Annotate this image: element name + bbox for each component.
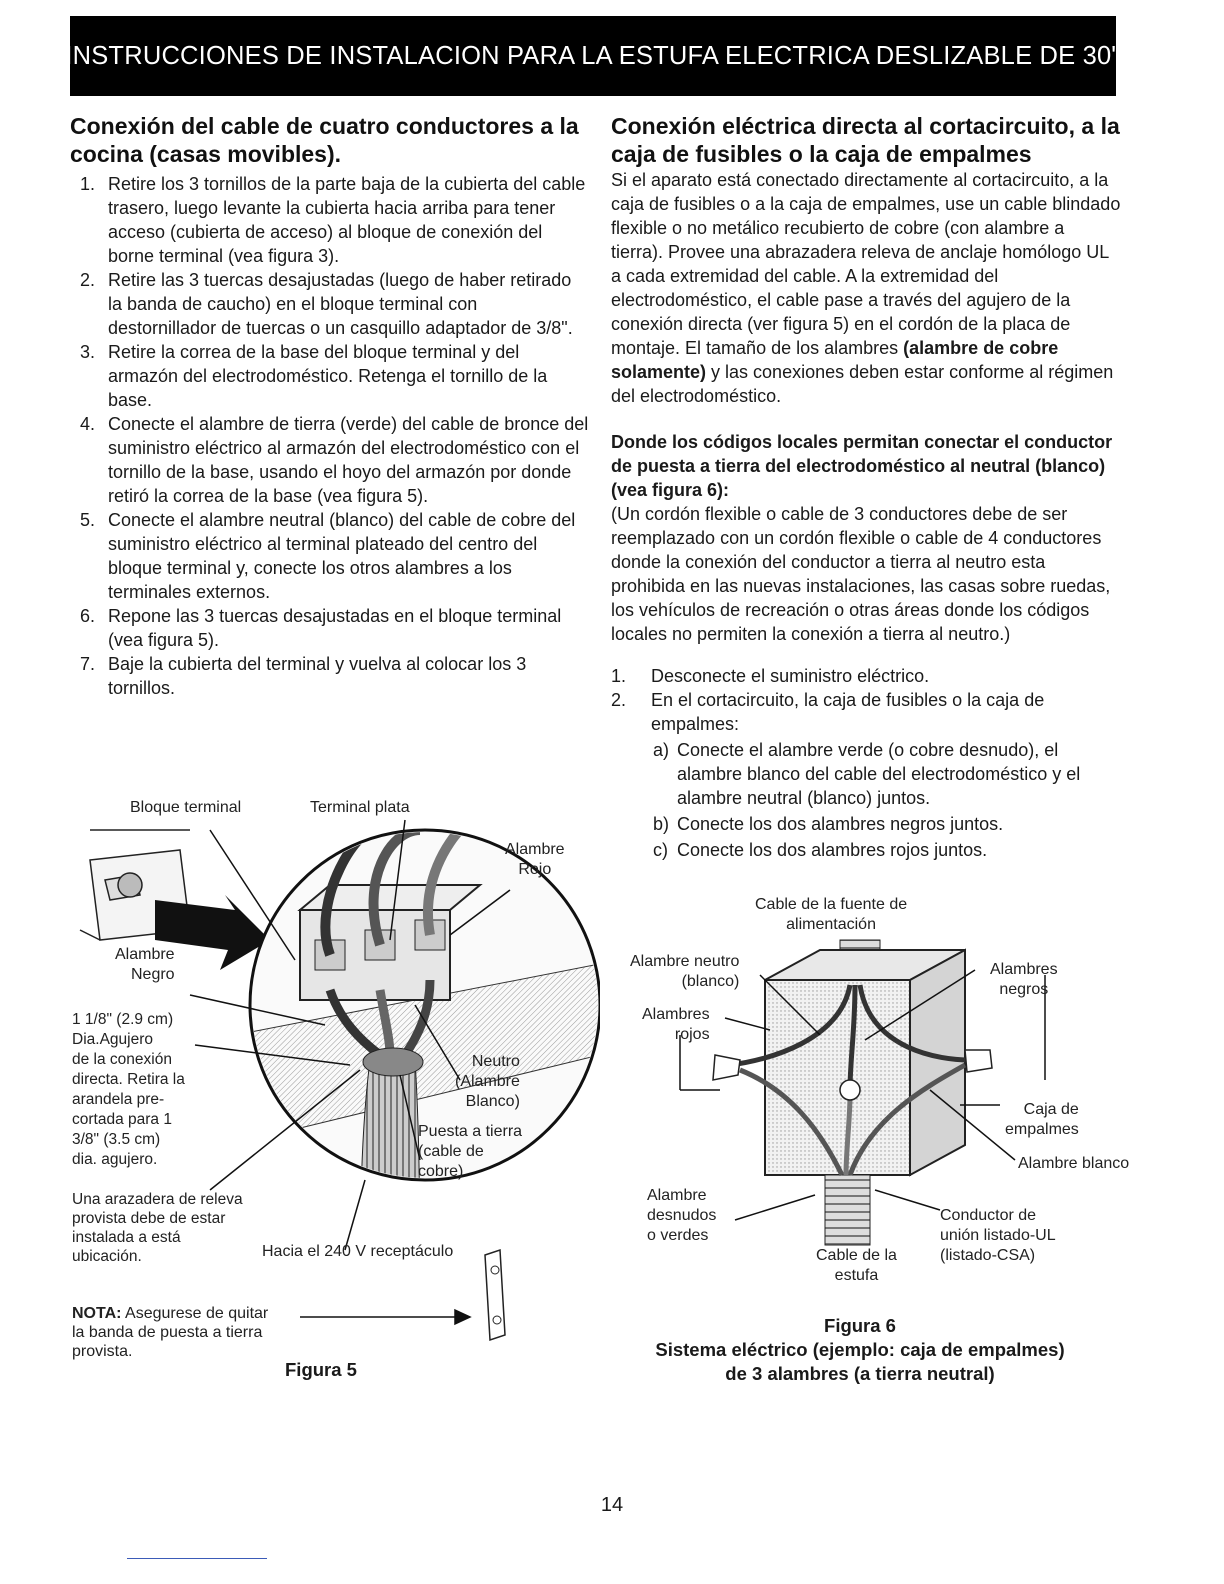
- step-number: 2.: [611, 690, 627, 710]
- step-text: Conecte el alambre neutral (blanco) del cable de cobre del suministro eléctrico al terminal plateado del centro del bloque terminal y, conecte los otros alambres a los terminales externos.: [108, 510, 576, 602]
- page-banner: [65, 16, 1121, 96]
- step-item: [611, 838, 1121, 862]
- banner-title: INSTRUCCIONES DE INSTALACION PARA LA ESTUFA ELECTRICA DESLIZABLE DE 30": [65, 41, 1121, 70]
- label-alambres-rojos: Alambres rojos: [642, 1006, 710, 1043]
- left-steps-list: [70, 172, 590, 700]
- right-substeps-list: [611, 738, 1121, 862]
- label-terminal-plata: Terminal plata: [310, 799, 410, 816]
- nota-text: Asegurese de quitar la banda de puesta a tierra provista.: [72, 1305, 269, 1360]
- step-number: c): [653, 840, 668, 860]
- step-text: Desconecte el suministro eléctrico.: [651, 666, 930, 686]
- nota-label: NOTA:: [72, 1305, 122, 1322]
- step-item: [70, 652, 590, 700]
- step-item: [70, 412, 590, 508]
- page-number: 14: [600, 1494, 624, 1516]
- label-desnudos: Alambre desnudos o verdes: [647, 1187, 717, 1244]
- step-text: Conecte el alambre de tierra (verde) del cable de bronce del suministro eléctrico al armazón del electrodoméstico con el tornillo de la base, usando el hoyo del armazón por donde retiró la correa de la base (vea figura 5).: [108, 414, 589, 506]
- right-paragraph-1: [611, 168, 1121, 408]
- step-number: 3.: [80, 342, 96, 362]
- step-text: Conecte el alambre verde (o cobre desnudo), el alambre blanco del cable del electrodoméstico y el alambre neutral (blanco) juntos.: [677, 740, 1081, 808]
- label-neutro: Neutro (Alambre Blanco): [455, 1053, 520, 1110]
- figure-5-caption: Figura 5: [285, 1359, 357, 1380]
- label-conductor: Conductor de unión listado-UL (listado-CSA): [940, 1207, 1056, 1264]
- figure-6-caption-1: Figura 6: [824, 1315, 896, 1336]
- label-cable-estufa: Cable de la estufa: [816, 1247, 897, 1284]
- label-alambre-blanco: Alambre blanco: [1018, 1155, 1130, 1172]
- step-number: 5.: [80, 510, 96, 530]
- label-caja-empalmes: Caja de empalmes: [1005, 1101, 1079, 1138]
- label-alambre-rojo: Alambre Rojo: [505, 841, 565, 878]
- label-hacia: Hacia el 240 V receptáculo: [262, 1243, 454, 1260]
- label-alambres-negros: Alambres negros: [990, 961, 1058, 998]
- step-text: Repone las 3 tuercas desajustadas en el bloque terminal (vea figura 5).: [108, 606, 562, 650]
- figure-6-caption: [620, 1314, 1100, 1386]
- step-item: [70, 508, 590, 604]
- step-text: Retire la correa de la base del bloque terminal y del armazón del electrodoméstico. Retenga el tornillo de la base.: [108, 342, 548, 410]
- right-subheading: Donde los códigos locales permitan conectar el conductor de puesta a tierra del electrodoméstico al neutral (blanco) (vea figura 6):: [611, 432, 1113, 500]
- right-steps-list: [611, 664, 1121, 736]
- step-number: 4.: [80, 414, 96, 434]
- step-text: En el cortacircuito, la caja de fusibles o la caja de empalmes:: [651, 690, 1045, 734]
- step-text: Conecte los dos alambres negros juntos.: [677, 814, 1004, 834]
- step-item: [70, 340, 590, 412]
- label-agujero: 1 1/8" (2.9 cm) Dia.Agujero de la conexión directa. Retira la arandela pre- cortada para 1 3/8" (3.5 cm) dia. agujero.: [72, 1011, 185, 1168]
- step-item: [611, 688, 1121, 736]
- step-text: Baje la cubierta del terminal y vuelva al colocar los 3 tornillos.: [108, 654, 527, 698]
- step-item: [70, 172, 590, 268]
- right-column: [611, 112, 1121, 862]
- label-arazadera: Una arazadera de releva provista debe de estar instalada a está ubicación.: [72, 1191, 243, 1265]
- label-bloque-terminal: Bloque terminal: [130, 799, 242, 816]
- right-heading: Conexión eléctrica directa al cortacircuito, a la caja de fusibles o la caja de empalmes: [611, 113, 1120, 167]
- right-paragraph-2: (Un cordón flexible o cable de 3 conductores debe de ser reemplazado con un cordón flexible o cable de 4 conductores donde la conexión del conductor a tierra al neutro esta prohibida en las nuevas instalaciones, las casas sobre ruedas, los vehículos de recreación o otras áreas donde los códigos locales no permiten la conexión a tierra al neutro.): [611, 504, 1111, 644]
- figure-6-caption-2: Sistema eléctrico (ejemplo: caja de empalmes): [655, 1339, 1065, 1360]
- para1-text-b: y las conexiones deben estar conforme al régimen del electrodoméstico.: [611, 362, 1114, 406]
- label-puesta-tierra: Puesta a tierra (cable de cobre): [418, 1123, 523, 1180]
- step-number: a): [653, 740, 670, 760]
- left-column: [70, 112, 590, 700]
- label-alambre-neutro: Alambre neutro (blanco): [630, 953, 740, 990]
- step-number: 2.: [80, 270, 96, 290]
- step-text: Retire las 3 tuercas desajustadas (luego de haber retirado la banda de caucho) en el bloque terminal con destornillador de tuercas o un casquillo adaptador de 3/8".: [108, 270, 573, 338]
- ground-strap: [485, 1250, 505, 1340]
- figure-6-caption-3: de 3 alambres (a tierra neutral): [725, 1363, 995, 1384]
- step-item: [611, 664, 1121, 688]
- step-item: [70, 268, 590, 340]
- step-number: 7.: [80, 654, 96, 674]
- nota: [72, 1304, 268, 1361]
- left-heading: Conexión del cable de cuatro conductores a la cocina (casas movibles).: [70, 113, 579, 167]
- step-number: 6.: [80, 606, 96, 626]
- step-item: [611, 812, 1121, 836]
- step-item: [70, 604, 590, 652]
- step-number: 1.: [80, 174, 96, 194]
- label-cable-fuente: Cable de la fuente de alimentación: [755, 896, 908, 933]
- step-number: b): [653, 814, 670, 834]
- step-item: [611, 738, 1121, 810]
- figure-5: [60, 790, 600, 1390]
- figure-6: [620, 890, 1130, 1390]
- para1-bold: (alambre de cobre solamente): [611, 338, 1059, 382]
- step-number: 1.: [611, 666, 627, 686]
- para1-text-a: Si el aparato está conectado directamente al cortacircuito, a la caja de fusibles o a la caja de empalmes, use un cable blindado flexible o no metálico recubierto de cobre (con alambre a tierra). Provee una abrazadera releva de anclaje homólogo UL a cada extremidad del cable. A la extremidad del electrodoméstico, el cable pase a través del agujero de la conexión directa (ver figura 5) en el cordón de la placa de montaje. El tamaño de los alambres: [611, 170, 1121, 358]
- step-text: Conecte los dos alambres rojos juntos.: [677, 840, 988, 860]
- step-text: Retire los 3 tornillos de la parte baja de la cubierta del cable trasero, luego levante la cubierta hacia arriba para tener acceso (cubierta de acceso) al bloque de conexión del borne terminal (vea figura 3).: [108, 174, 586, 266]
- label-alambre-negro: Alambre Negro: [115, 946, 175, 983]
- footer-rule: [127, 1558, 267, 1559]
